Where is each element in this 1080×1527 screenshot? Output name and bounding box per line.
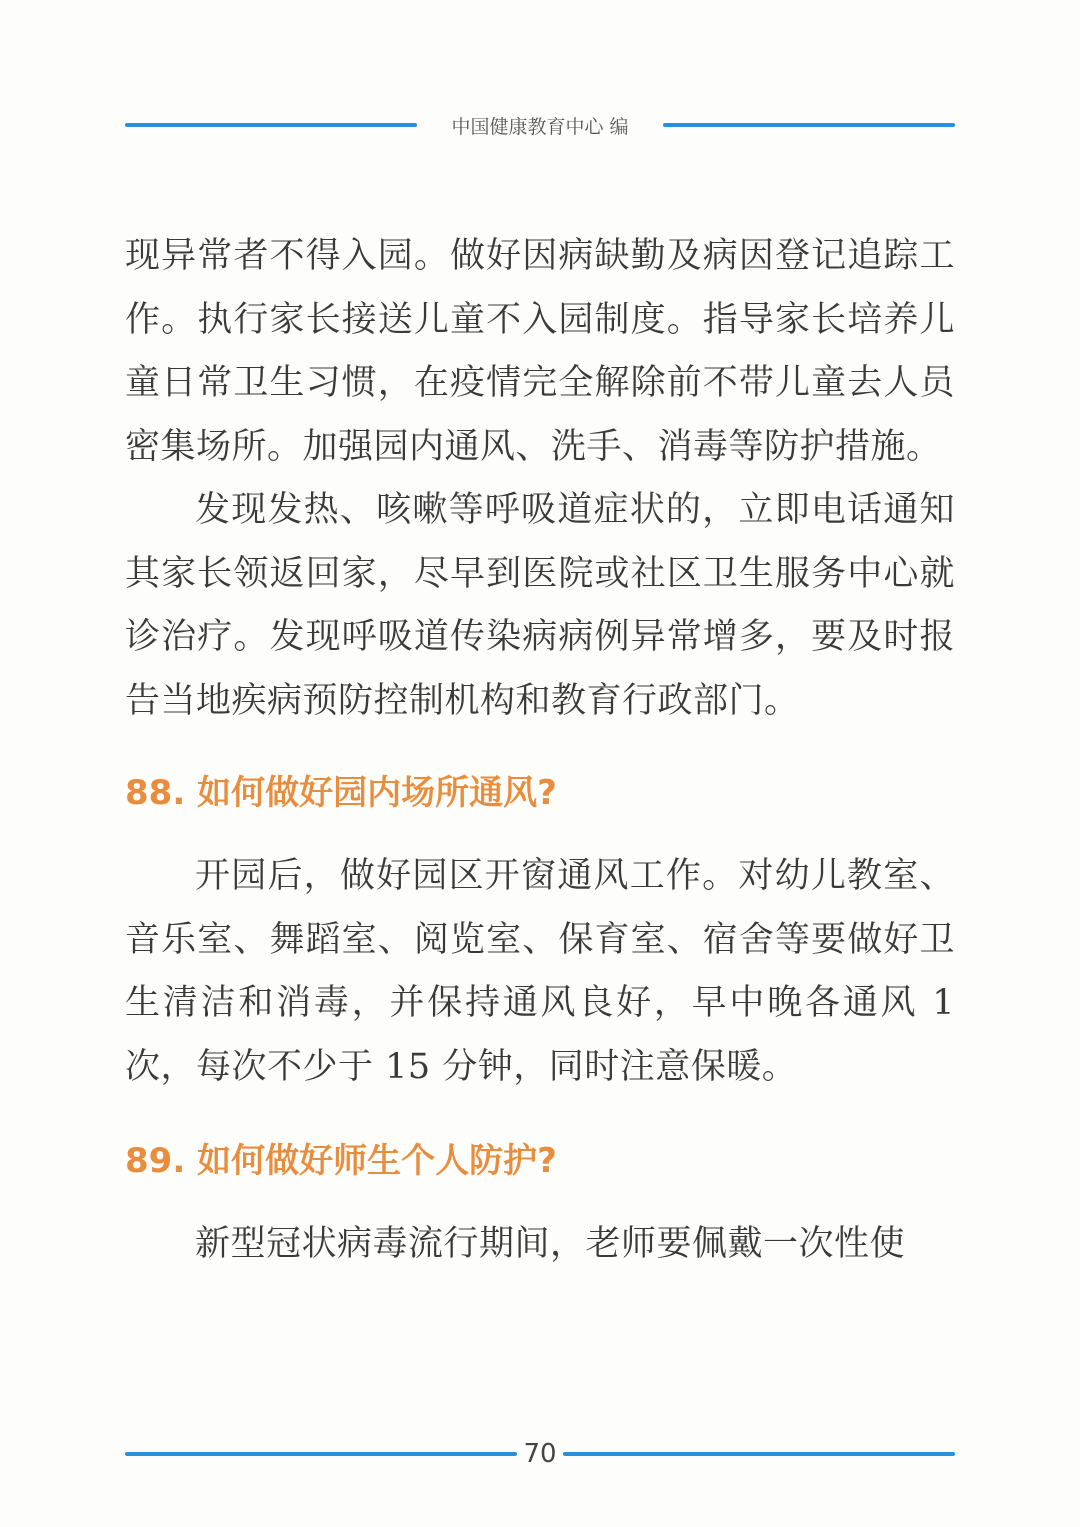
header-rule-right — [663, 123, 955, 127]
footer-rule-left — [125, 1452, 517, 1456]
footer-rule-right — [563, 1452, 955, 1456]
header-title: 中国健康教育中心 编 — [451, 115, 629, 138]
paragraph-continuation: 现异常者不得入园。做好因病缺勤及病因登记追踪工作。执行家长接送儿童不入园制度。指导家长培养儿童日常卫生习惯，在疫情完全解除前不带儿童去人员密集场所。加强园内通风、洗手、消毒等防护措施。 — [125, 236, 955, 467]
page-content — [125, 225, 955, 1277]
question-88-heading: 88. 如何做好园内场所通风? — [125, 773, 557, 813]
page-number: 70 — [523, 1439, 557, 1469]
page-footer — [125, 1436, 955, 1472]
header-rule-left — [125, 123, 417, 127]
paragraph-ventilation: 开园后，做好园区开窗通风工作。对幼儿教室、音乐室、舞蹈室、阅览室、保育室、宿舍等要做好卫生清洁和消毒，并保持通风良好，早中晚各通风 1 次，每次不少于 15 分钟，同时注意保暖。 — [125, 856, 955, 1087]
question-89-heading: 89. 如何做好师生个人防护? — [125, 1141, 557, 1181]
paragraph-protection: 新型冠状病毒流行期间，老师要佩戴一次性使 — [195, 1224, 906, 1264]
page-header — [125, 108, 955, 142]
paragraph-symptoms: 发现发热、咳嗽等呼吸道症状的，立即电话通知其家长领返回家，尽早到医院或社区卫生服务中心就诊治疗。发现呼吸道传染病病例异常增多，要及时报告当地疾病预防控制机构和教育行政部门。 — [125, 490, 955, 721]
